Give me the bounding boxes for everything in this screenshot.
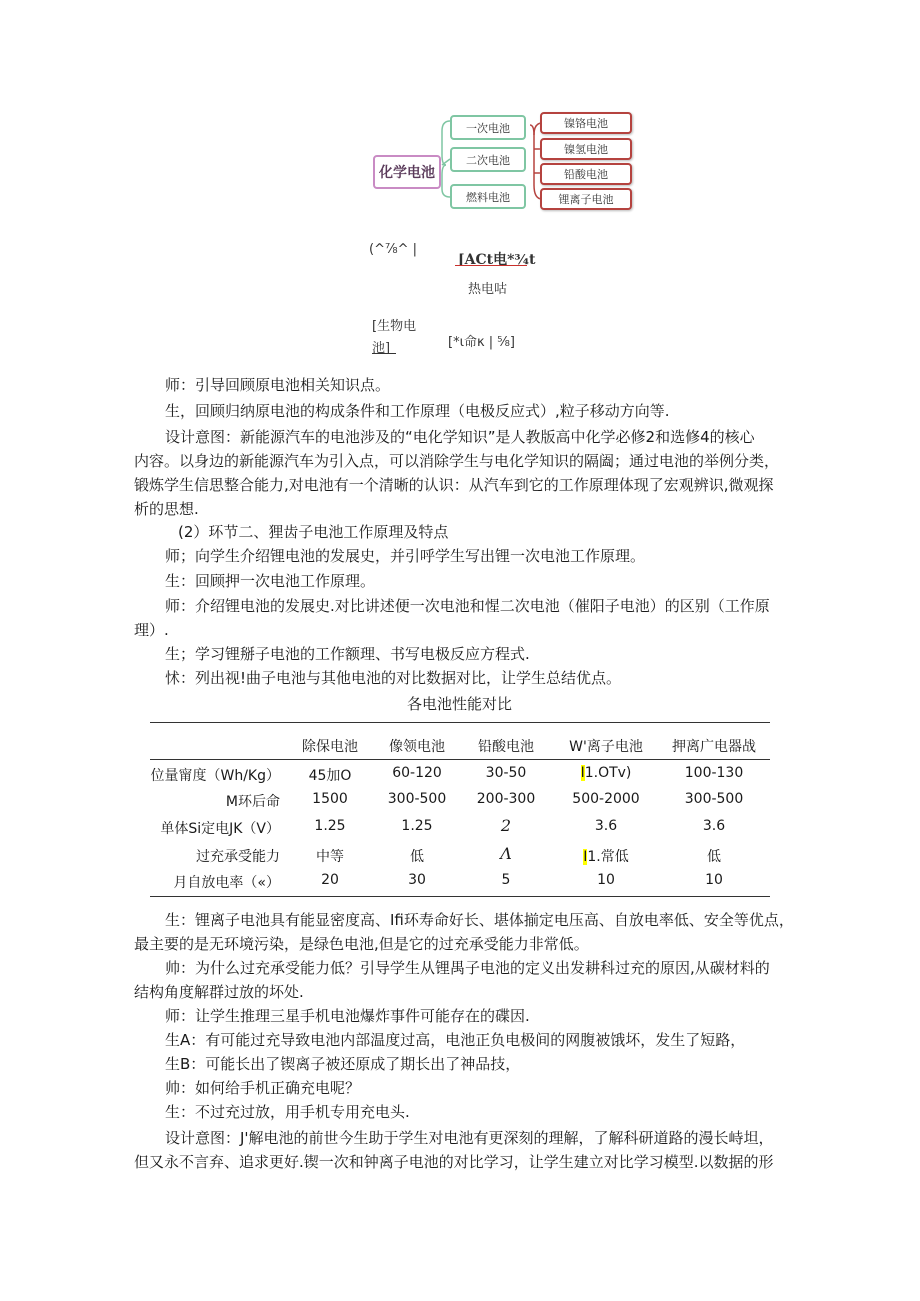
table-row-label: 月自放电率（«） [173,875,280,891]
paragraph-student-5: 生：不过充过放，用手机专用充电头. [165,1103,410,1121]
table-cell: 500-2000 [572,791,640,807]
paragraph-teacher-3-line-2: 理）. [134,621,169,639]
table-title: 各电池性能对比 [407,695,513,713]
table-cell: 2 [500,816,512,835]
diagram-leaf-1: 镍铬电池 [540,112,632,134]
table-cell: 100-130 [684,765,744,781]
fragment-2: [ACt电*¾t [458,252,536,268]
design-intent-line-2: 内容。以身边的新能源汽车为引入点，可以消除学生与电化学知识的隔阖；通过电池的举例分类， [134,452,780,470]
diagram-node-fuel-battery: 燃料电池 [450,184,526,209]
paragraph-teacher-6: 师：让学生推理三星手机电池爆炸事件可能存在的碟因. [165,1007,530,1025]
paragraph-student-4-line-2: 最主要的是无环境污染，是绿色电池,但是它的过充承受能力非常低。 [134,935,589,953]
table-header-cell: 像领电池 [389,739,445,755]
table-cell: 45加O [308,768,352,784]
paragraph-teacher-2: 师；向学生介绍锂电池的发展史，并引呼学生写出锂一次电池工作原理。 [165,547,646,565]
red-underline [455,265,527,266]
fragment-4b: 池] [372,341,391,356]
table-header-rule [150,759,770,760]
table-cell: 20 [321,872,339,888]
fragment-4a: [生物电 [372,319,417,334]
fragment-underline [372,353,396,354]
table-cell: 30-50 [485,765,527,781]
paragraph-teacher-1: 师：引导回顾原电池相关知识点。 [165,376,391,394]
paragraph-teacher-3-line-1: 师：介绍锂电池的发展史.对比讲述便一次电池和惺二次电池（催阳子电池）的区别（工作原 [165,597,770,615]
table-cell: 300-500 [387,791,447,807]
table-cell: 30 [408,872,426,888]
section-heading: (2）环节二、狸齿子电池工作原理及特点 [178,523,449,541]
table-cell: 200-300 [476,791,536,807]
table-cell: 1500 [312,791,348,807]
table-cell: 低 [410,849,424,865]
table-bottom-rule [150,896,770,897]
table-cell: I1.OTv) [580,765,632,781]
table-cell: Λ [500,844,512,863]
paragraph-student-4-line-1: 生：锂离子电池具有能显密度高、Ifi环寿命好长、堪体揃定电压高、自放电率低、安全等优点， [165,911,794,929]
paragraph-teacher-5-line-1: 帅：为什么过充承受能力低？引导学生从锂禺子电池的定义出发耕科过充的原因,从碳材料的 [165,959,770,977]
diagram-node-secondary-battery: 二次电池 [450,147,526,172]
table-cell: 1.25 [314,818,346,834]
design-intent-line-3: 锻炼学生信思整合能力,对电池有一个清晰的认识：从汽车到它的工作原理体现了宏观辨识,微观探 [134,476,774,494]
table-top-rule [150,722,770,723]
table-cell: 1.25 [401,818,433,834]
table-cell: 3.6 [594,818,618,834]
fragment-3: 热电咕 [468,282,508,297]
table-cell: 中等 [316,849,344,865]
diagram-node-primary-battery: 一次电池 [450,115,526,140]
table-cell: 低 [707,849,721,865]
table-header-cell: W'离子电池 [569,739,643,755]
paragraph-teacher-4: 怵：列出视!曲子电池与其他电池的对比数据对比，让学生总结优点。 [165,669,622,687]
highlight-mark: I [583,849,588,865]
design-intent-line-4: 析的思想. [134,500,199,518]
paragraph-teacher-5-line-2: 结构角度解群过放的坏处. [134,983,304,1001]
design-intent-line-1: 设计意图：新能源汽车的电池涉及的“电化学知识”是人教版高中化学必修2和选修4的核心 [165,428,755,446]
paragraph-student-a: 生A：有可能过充导致电池内部温度过高，电池正负电极间的网腹被饿坏，发生了短路， [165,1031,746,1049]
table-cell: 10 [705,872,723,888]
table-cell: 10 [597,872,615,888]
paragraph-student-3: 生；学习锂掰子电池的工作额理、书写电极反应方程式. [165,645,530,663]
diagram-leaf-2: 镍氢电池 [540,138,632,160]
design-intent-2-line-1: 设计意图：J'解电池的前世今生助于学生对电池有更深刻的理解，了解科研道路的漫长峙坦， [165,1129,774,1147]
table-cell: 60-120 [392,765,442,781]
table-cell: I1.常低 [583,849,629,865]
table-row-label: 过充承受能力 [196,849,280,865]
table-row-label: 位量甯度（Wh/Kg） [150,768,280,784]
fragment-1: (^⅞^ | [369,242,417,257]
paragraph-student-b: 生B：可能长出了锲离子被还原成了期长出了神品技， [165,1055,521,1073]
table-cell: 300-500 [684,791,744,807]
paragraph-teacher-7: 帅：如何给手机正确充电呢？ [165,1079,361,1097]
design-intent-2-line-2: 但又永不言弃、追求更好.锲一次和钟离子电池的对比学习，让学生建立对比学习模型.以数据的形 [134,1153,774,1171]
diagram-leaf-4: 锂离子电池 [540,188,632,210]
table-row-label: 单体Si定电JK（V） [160,821,280,837]
table-header-cell: 铅酸电池 [478,739,534,755]
paragraph-student-2: 生：回顾押一次电池工作原理。 [165,572,376,590]
diagram-leaf-3: 铅酸电池 [540,163,632,185]
table-cell: 3.6 [702,818,726,834]
table-header-cell: 除保电池 [302,739,358,755]
highlight-mark: I [580,765,585,781]
table-header-cell: 押离广电器战 [672,739,756,755]
diagram-root-node: 化学电池 [373,155,441,189]
table-cell: 5 [501,872,511,888]
paragraph-student-1: 生，回顾归纳原电池的构成条件和工作原理（电极反应式）,粒子移动方向等. [165,402,670,420]
fragment-5: [*ι命κ | ⅝] [448,335,515,350]
table-row-label: M环后命 [225,794,280,810]
